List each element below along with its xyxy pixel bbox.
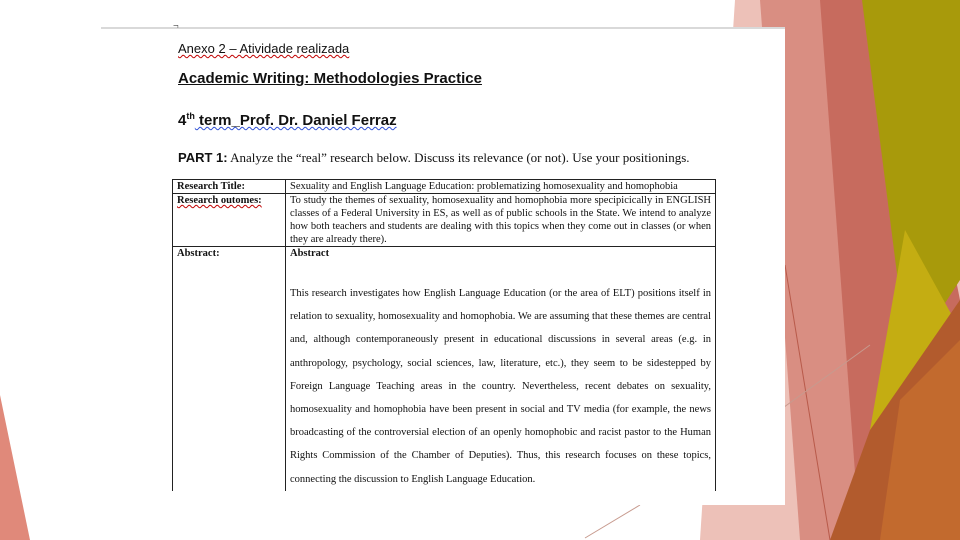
table-row <box>173 194 716 247</box>
table-row <box>173 180 716 194</box>
corner-mark: ¬ <box>173 21 179 32</box>
table-row <box>173 247 716 491</box>
research-outcomes-value: To study the themes of sexuality, homosexuality and homophobia more specipicically in ENGLISH classes of a Federal University in ES, as well as of public schools in the State. We intend to analyze how both teachers and students are dealing with this topics when they come out in classes (or when they are already there). <box>286 194 716 247</box>
course-title: Academic Writing: Methodologies Practice <box>178 70 482 87</box>
abstract-heading: Abstract <box>290 248 330 259</box>
abstract-body: This research investigates how English Language Education (or the area of ELT) positions itself in relation to sexuality, homosexuality and homophobia. We are assuming that these themes are central and, although contemporaneously present in educational discussions in several areas (e.g. in anthropology, psychology, social sciences, law, literature, etc.), they seem to be sidestepped by Foreign Language Teaching areas in the country. Nevertheless, recent debates on sexuality, homosexuality and homophobia have been present in social and TV media (for example, the news broadcasting of the controversial election of an openly homophobic and racist pastor to the Human Rights Commission of the Chamber of Deputies). Thus, this research focuses on these topics, connecting the discussion to English Language Education. <box>290 288 711 485</box>
term-professor-line: 4th term_Prof. Dr. Daniel Ferraz <box>178 111 397 129</box>
left-accent-shape <box>0 395 30 540</box>
research-title-value: Sexuality and English Language Education: problematizing homosexuality and homophobia <box>286 180 716 194</box>
research-table <box>172 179 716 491</box>
research-title-label: Research Title: <box>173 180 286 194</box>
research-outcomes-label: Research outomes: <box>173 194 286 247</box>
abstract-cell <box>286 247 716 491</box>
part-one-instruction: PART 1: Analyze the “real” research below. Discuss its relevance (or not). Use your positionings. <box>178 150 690 165</box>
decor-line <box>585 505 640 538</box>
annex-label: Anexo 2 – Atividade realizada <box>178 41 350 56</box>
abstract-label: Abstract: <box>173 247 286 491</box>
document-page <box>101 21 785 505</box>
page-top-border <box>101 27 785 29</box>
